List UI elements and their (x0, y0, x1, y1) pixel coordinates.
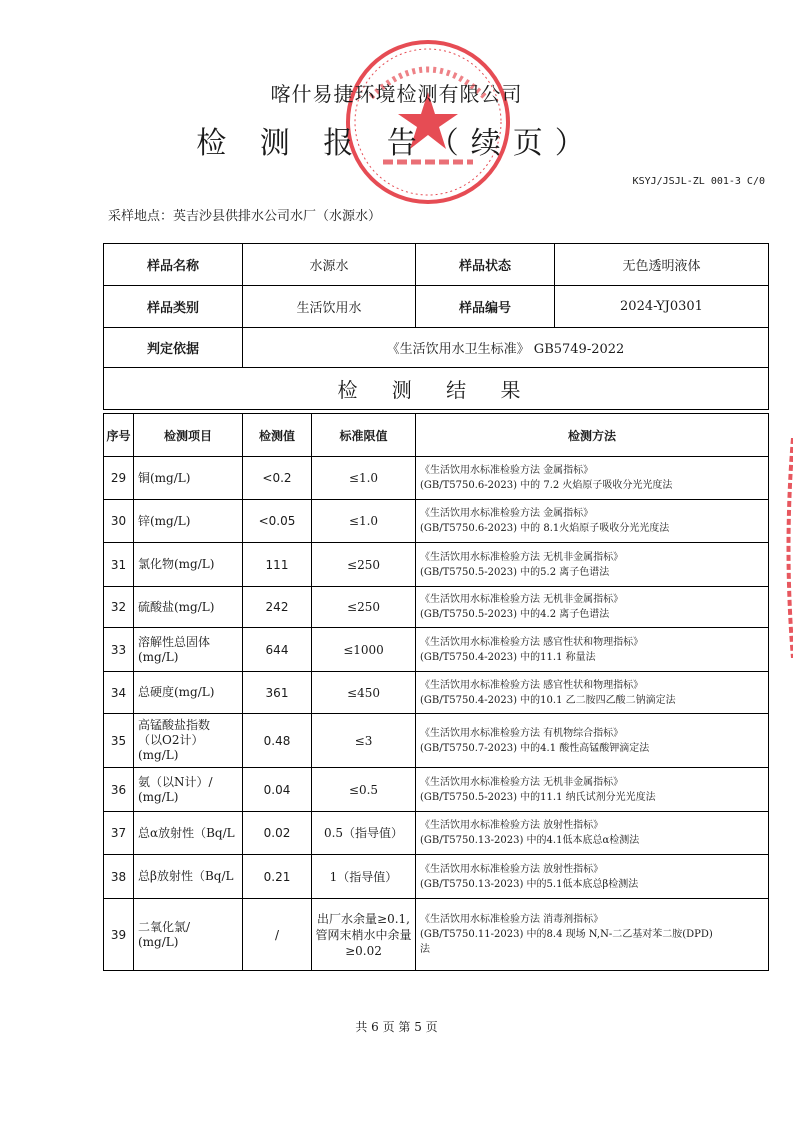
test-item-line: 铜(mg/L) (138, 470, 191, 485)
table-row (104, 457, 769, 500)
edge-seal-fragment-icon (784, 438, 793, 658)
test-method (416, 812, 769, 855)
test-value: 0.02 (243, 812, 312, 855)
test-method-line: (GB/T5750.4-2023) 中的10.1 乙二胺四乙酸二钠滴定法 (420, 694, 676, 706)
test-item (134, 899, 243, 971)
document-code: KSYJ/JSJL-ZL 001-3 C/0 (632, 176, 765, 187)
test-value: 0.04 (243, 768, 312, 812)
test-item-line: 总β放射性（Bq/L (138, 869, 234, 883)
test-method (416, 672, 769, 714)
test-method-line: 法 (420, 944, 430, 955)
test-item-line: 氯化物(mg/L) (138, 557, 215, 571)
test-method-line: (GB/T5750.5-2023) 中的4.2 离子色谱法 (420, 609, 610, 620)
row-number: 34 (104, 672, 134, 714)
test-item-line: 氨（以N计）/ (138, 774, 213, 789)
table-row (104, 855, 769, 899)
sample-number-label: 样品编号 (416, 286, 555, 328)
test-value: 0.21 (243, 855, 312, 899)
test-item-line: 二氧化氯/ (138, 919, 191, 934)
test-method-line: 《生活饮用水标准检验方法 放射性指标》 (420, 820, 604, 831)
basis-value: 《生活饮用水卫生标准》 GB5749-2022 (243, 328, 769, 368)
row-number: 37 (104, 812, 134, 855)
test-item (134, 672, 243, 714)
table-row (104, 672, 769, 714)
test-item (134, 500, 243, 543)
test-item-line: 总硬度(mg/L) (138, 685, 215, 699)
table-row (104, 714, 769, 768)
row-number: 36 (104, 768, 134, 812)
test-value: 111 (243, 543, 312, 587)
test-item-line: 总α放射性（Bq/L (138, 825, 235, 840)
sampling-location: 采样地点：英吉沙县供排水公司水厂（水源水） (108, 209, 382, 224)
sample-type-label: 样品类别 (104, 286, 243, 328)
row-number: 33 (104, 628, 134, 672)
test-item-line: (mg/L) (138, 789, 179, 804)
test-value: 361 (243, 672, 312, 714)
test-method-line: (GB/T5750.6-2023) 中的 7.2 火焰原子吸收分光光度法 (420, 480, 673, 491)
standard-limit (312, 714, 416, 768)
test-item-line: (mg/L) (138, 748, 179, 762)
test-item (134, 855, 243, 899)
test-item (134, 812, 243, 855)
test-item (134, 543, 243, 587)
standard-limit-line: ≤3 (354, 733, 373, 748)
test-method (416, 500, 769, 543)
standard-limit-line: ≤250 (347, 600, 380, 614)
row-number: 35 (104, 714, 134, 768)
row-number: 38 (104, 855, 134, 899)
standard-limit (312, 812, 416, 855)
standard-limit-line: ≤1000 (343, 642, 384, 657)
test-method (416, 457, 769, 500)
sample-name-label: 样品名称 (104, 244, 243, 286)
standard-limit (312, 768, 416, 812)
test-value: 0.48 (243, 714, 312, 768)
standard-limit (312, 587, 416, 628)
results-heading: 检 测 结 果 (104, 368, 769, 410)
table-row (104, 587, 769, 628)
table-row (104, 899, 769, 971)
table-row (104, 812, 769, 855)
standard-limit (312, 628, 416, 672)
standard-limit-line: ≤1.0 (348, 471, 379, 485)
sample-name-value: 水源水 (243, 244, 416, 286)
company-name: 喀什易捷环境检测有限公司 (270, 82, 523, 106)
test-method (416, 714, 769, 768)
test-item-line: (mg/L) (138, 934, 179, 949)
header-no: 序号 (104, 414, 134, 457)
standard-limit (312, 543, 416, 587)
table-row (104, 500, 769, 543)
row-number: 32 (104, 587, 134, 628)
header-value: 检测值 (243, 414, 312, 457)
test-item-line: 锌(mg/L) (138, 513, 191, 528)
test-method-line: 《生活饮用水标准检验方法 金属指标》 (420, 465, 594, 476)
header-method: 检测方法 (416, 414, 769, 457)
test-value: <0.05 (243, 500, 312, 543)
test-item-line: (mg/L) (138, 649, 179, 664)
test-method-line: (GB/T5750.6-2023) 中的 8.1火焰原子吸收分光光度法 (420, 523, 670, 534)
test-method (416, 768, 769, 812)
test-method-line: (GB/T5750.4-2023) 中的11.1 称量法 (420, 651, 596, 663)
header-item: 检测项目 (134, 414, 243, 457)
standard-limit (312, 672, 416, 714)
test-method-line: 《生活饮用水标准检验方法 无机非金属指标》 (420, 594, 624, 605)
test-item-line: 溶解性总固体 (138, 634, 211, 649)
test-item (134, 587, 243, 628)
standard-limit (312, 855, 416, 899)
page-footer: 共 6 页 第 5 页 (355, 1020, 438, 1034)
standard-limit (312, 899, 416, 971)
standard-limit-line: 0.5（指导值） (323, 826, 404, 840)
test-method-line: (GB/T5750.11-2023) 中的8.4 现场 N,N-二乙基对苯二胺(DPD) (420, 929, 713, 940)
test-value: 242 (243, 587, 312, 628)
row-number: 39 (104, 899, 134, 971)
test-item (134, 768, 243, 812)
row-number: 31 (104, 543, 134, 587)
test-method (416, 855, 769, 899)
test-item-line: 硫酸盐(mg/L) (138, 599, 215, 614)
test-item (134, 628, 243, 672)
test-method (416, 628, 769, 672)
sample-state-value: 无色透明液体 (555, 244, 769, 286)
test-method-line: 《生活饮用水标准检验方法 无机非金属指标》 (420, 551, 624, 563)
test-method-line: (GB/T5750.13-2023) 中的4.1低本底总α检测法 (420, 835, 640, 846)
table-row (104, 543, 769, 587)
test-method (416, 899, 769, 971)
test-value: / (243, 899, 312, 971)
test-method-line: 《生活饮用水标准检验方法 感官性状和物理指标》 (420, 636, 644, 648)
test-method-line: (GB/T5750.5-2023) 中的5.2 离子色谱法 (420, 566, 610, 578)
sample-number-value: 2024-YJ0301 (555, 286, 769, 328)
test-method-line: (GB/T5750.7-2023) 中的4.1 酸性高锰酸钾滴定法 (420, 742, 650, 754)
basis-label: 判定依据 (104, 328, 243, 368)
table-row (104, 768, 769, 812)
header-limit: 标准限值 (312, 414, 416, 457)
test-value: 644 (243, 628, 312, 672)
test-method-line: (GB/T5750.5-2023) 中的11.1 纳氏试剂分光光度法 (420, 791, 656, 803)
standard-limit (312, 457, 416, 500)
standard-limit-line: ≥0.02 (345, 943, 382, 958)
row-number: 29 (104, 457, 134, 500)
test-item-line: （以O2计） (138, 733, 204, 747)
test-item (134, 714, 243, 768)
test-method-line: (GB/T5750.13-2023) 中的5.1低本底总β检测法 (420, 878, 639, 890)
standard-limit-line: 管网末梢水中余量 (315, 927, 412, 942)
results-table (103, 413, 769, 971)
test-method (416, 587, 769, 628)
sample-type-value: 生活饮用水 (243, 286, 416, 328)
test-method-line: 《生活饮用水标准检验方法 感官性状和物理指标》 (420, 679, 644, 691)
sample-info-table (103, 243, 769, 410)
test-method-line: 《生活饮用水标准检验方法 有机物综合指标》 (420, 727, 624, 739)
test-item-line: 高锰酸盐指数 (138, 718, 211, 732)
report-title: 检 测 报 告（续页） (196, 126, 597, 161)
sample-state-label: 样品状态 (416, 244, 555, 286)
standard-limit-line: ≤0.5 (348, 782, 379, 797)
test-method-line: 《生活饮用水标准检验方法 消毒剂指标》 (420, 914, 604, 925)
table-row (104, 628, 769, 672)
test-method-line: 《生活饮用水标准检验方法 放射性指标》 (420, 863, 604, 875)
standard-limit-line: 出厂水余量≥0.1, (317, 911, 410, 926)
test-item (134, 457, 243, 500)
test-method-line: 《生活饮用水标准检验方法 无机非金属指标》 (420, 776, 624, 788)
standard-limit (312, 500, 416, 543)
standard-limit-line: ≤450 (347, 685, 380, 700)
test-value: <0.2 (243, 457, 312, 500)
standard-limit-line: 1（指导值） (329, 869, 398, 884)
row-number: 30 (104, 500, 134, 543)
test-method-line: 《生活饮用水标准检验方法 金属指标》 (420, 508, 594, 519)
standard-limit-line: ≤250 (347, 557, 380, 572)
test-method (416, 543, 769, 587)
standard-limit-line: ≤1.0 (348, 514, 379, 528)
